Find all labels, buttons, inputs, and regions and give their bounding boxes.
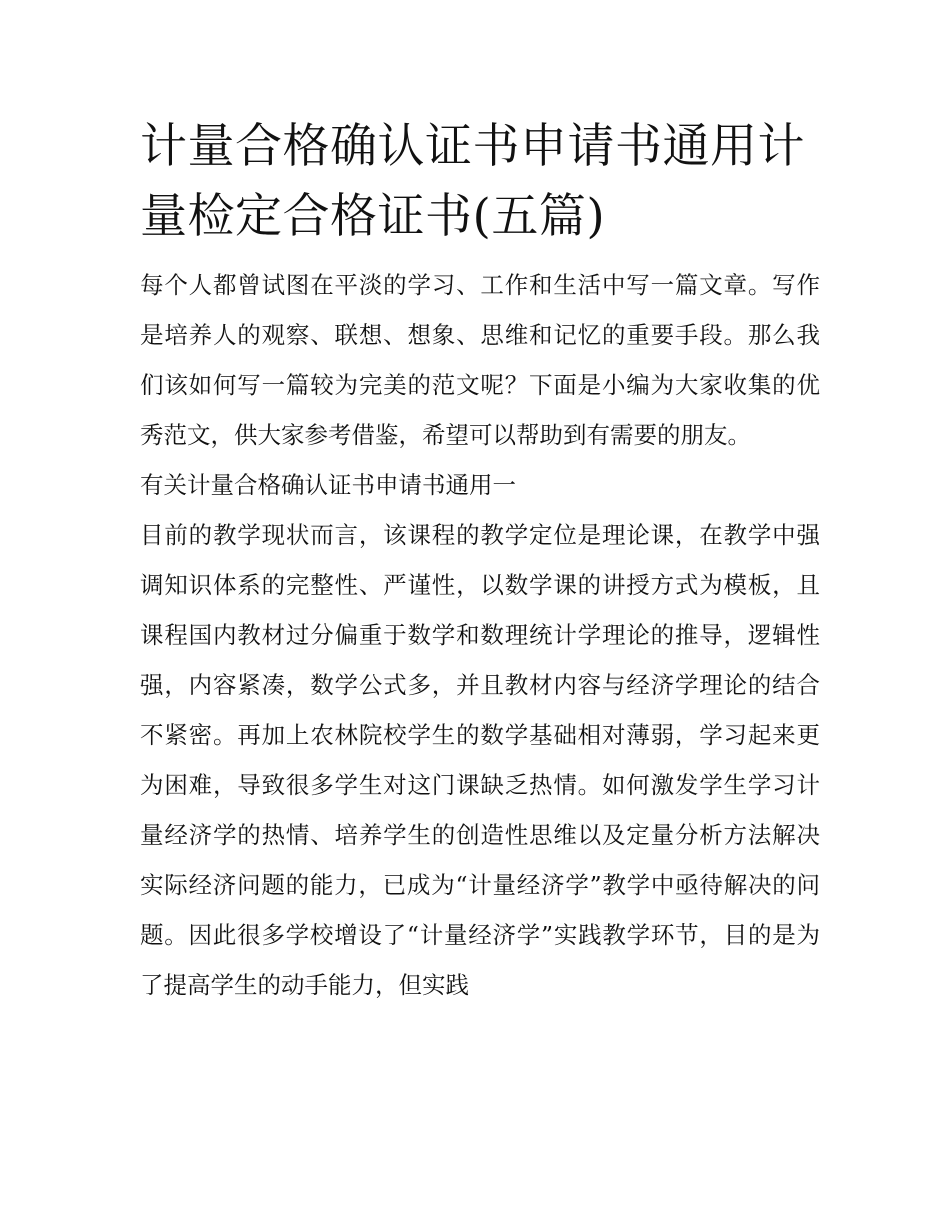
document-body xyxy=(140,260,820,1010)
section-heading: 有关计量合格确认证书申请书通用一 xyxy=(140,471,516,499)
intro-paragraph: 每个人都曾试图在平淡的学习、工作和生活中写一篇文章。写作是培养人的观察、联想、想象、思维和记忆的重要手段。那么我们该如何写一篇较为完美的范文呢？下面是小编为大家收集的优秀范文，供大家参考借鉴，希望可以帮助到有需要的朋友。 xyxy=(140,271,820,449)
body-paragraph: 目前的教学现状而言，该课程的教学定位是理论课，在教学中强调知识体系的完整性、严谨性，以数学课的讲授方式为模板，且课程国内教材过分偏重于数学和数理统计学理论的推导，逻辑性强，内容紧凑，数学公式多，并且教材内容与经济学理论的结合不紧密。再加上农林院校学生的数学基础相对薄弱，学习起来更为困难，导致很多学生对这门课缺乏热情。如何激发学生学习计量经济学的热情、培养学生的创造性思维以及定量分析方法解决实际经济问题的能力，已成为“计量经济学”教学中亟待解决的问题。因此很多学校增设了“计量经济学”实践教学环节，目的是为了提高学生的动手能力，但实践 xyxy=(140,521,820,999)
document-title: 计量合格确认证书申请书通用计量检定合格证书(五篇) xyxy=(140,119,805,244)
document-content xyxy=(140,112,820,1010)
